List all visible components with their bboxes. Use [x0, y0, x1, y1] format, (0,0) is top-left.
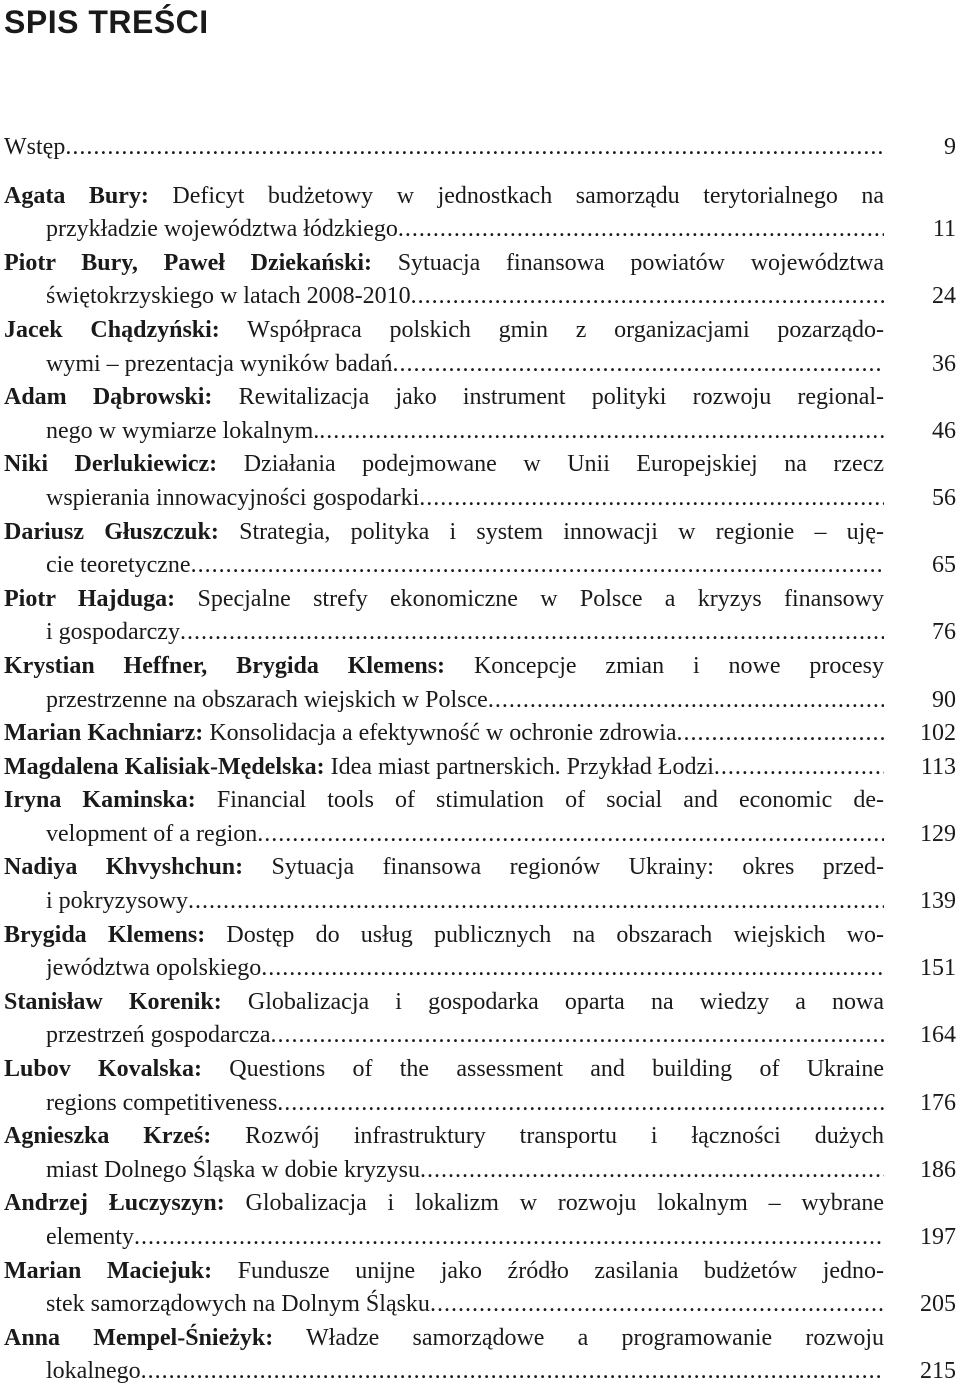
- toc-entry-author: Magdalena Kalisiak-Mędelska:: [4, 753, 325, 780]
- toc-page-number: 9: [944, 134, 956, 160]
- toc-entry-title-continued: regions competitiveness: [46, 1089, 278, 1116]
- toc-entry-author: Iryna Kaminska:: [4, 787, 196, 814]
- toc-entry-title: Financial tools of stimulation of social and economic de-: [216, 787, 884, 814]
- dot-leader: [430, 1288, 884, 1322]
- toc-entry-author: Dariusz Głuszczuk:: [4, 518, 219, 545]
- toc-entry[interactable]: [4, 650, 956, 717]
- toc-entry-author: Adam Dąbrowski:: [4, 384, 213, 411]
- dot-leader: [488, 684, 884, 718]
- dot-leader: [419, 482, 884, 516]
- dot-leader: [319, 415, 884, 449]
- dot-leader: [398, 213, 884, 247]
- toc-entry-author: Jacek Chądzyński:: [4, 316, 220, 343]
- toc-entry-last-line: [46, 684, 884, 718]
- toc-entry-title: Dostęp do usług publicznych na obszarach wiejskich wo-: [226, 921, 884, 948]
- toc-entry-title-continued: miast Dolnego Śląska w dobie kryzysu: [46, 1156, 420, 1183]
- toc-entry-title: Rewitalizacja jako instrument polityki rozwoju regional-: [238, 384, 885, 411]
- toc-page-number: 102: [920, 720, 956, 747]
- toc-entry-author: Piotr Bury, Paweł Dziekański:: [4, 249, 372, 276]
- toc-entry-author: Piotr Hajduga:: [4, 585, 176, 612]
- toc-entry-last-line: [46, 280, 884, 314]
- toc-entry[interactable]: [4, 1053, 956, 1120]
- dot-leader: [188, 885, 884, 919]
- toc-entry-last-line: [46, 1288, 884, 1322]
- toc-page-number: 76: [932, 619, 956, 646]
- toc-entry-title-continued: wymi – prezentacja wyników badań: [46, 350, 393, 377]
- toc-entry-title: Sytuacja finansowa regionów Ukrainy: okres przed-: [271, 854, 884, 881]
- toc-entry-title-continued: i gospodarczy: [46, 619, 180, 646]
- toc-entry-author: Krystian Heffner, Brygida Klemens:: [4, 652, 446, 679]
- toc-entry-author: Stanisław Korenik:: [4, 988, 222, 1015]
- toc-entry-title-continued: velopment of a region: [46, 820, 258, 847]
- toc-entry-intro[interactable]: [4, 131, 956, 165]
- toc-entry[interactable]: [4, 717, 956, 751]
- toc-entry-last-line: [46, 1154, 884, 1188]
- dot-leader: [65, 131, 884, 165]
- toc-entry-first-line: [4, 381, 884, 415]
- dot-leader: [277, 1087, 884, 1121]
- dot-leader: [180, 616, 884, 650]
- toc-entry-first-line: [4, 1120, 884, 1154]
- toc-entry-title-continued: cie teoretyczne: [46, 552, 191, 579]
- toc-entry-title-continued: nego w wymiarze lokalnym.: [46, 417, 320, 444]
- table-of-contents: [4, 131, 956, 1389]
- toc-entry-author: Marian Kachniarz:: [4, 720, 204, 747]
- toc-entry-title-continued: przykładzie województwa łódzkiego: [46, 216, 398, 243]
- dot-leader: [411, 280, 884, 314]
- toc-entry-first-line: [4, 1255, 884, 1289]
- toc-entry-title: Współpraca polskich gmin z organizacjami pozarządo-: [247, 316, 884, 343]
- toc-page-number: 129: [920, 820, 956, 847]
- toc-entry-title-continued: elementy: [46, 1224, 134, 1250]
- toc-entry[interactable]: [4, 851, 956, 918]
- toc-entry-title: Globalizacja i lokalizm w rozwoju lokalnym – wybrane: [245, 1190, 885, 1217]
- toc-entry-title: Koncepcje zmian i nowe procesy: [473, 652, 884, 679]
- toc-page-number: 164: [920, 1022, 956, 1049]
- dot-leader: [271, 1019, 884, 1053]
- toc-entry-first-line: [4, 919, 884, 953]
- toc-entry-title: Działania podejmowane w Unii Europejskiej na rzecz: [243, 451, 885, 478]
- toc-entry-last-line: [46, 952, 884, 986]
- toc-entry-first-line: [4, 650, 884, 684]
- toc-entry-last-line: [46, 616, 884, 650]
- toc-page-number: 215: [920, 1358, 956, 1385]
- toc-entry-last-line: [46, 549, 884, 583]
- toc-page-number: 11: [932, 216, 956, 243]
- toc-entry-title: Strategia, polityka i system innowacji w regionie – uję-: [239, 518, 884, 545]
- toc-entry-title: Deficyt budżetowy w jednostkach samorządu terytorialnego na: [172, 182, 884, 209]
- toc-entry[interactable]: [4, 1120, 956, 1187]
- toc-entry-title: Wstęp: [4, 134, 66, 160]
- toc-entry-title-continued: wspierania innowacyjności gospodarki: [46, 484, 420, 511]
- toc-page-number: 151: [920, 955, 956, 982]
- toc-entry[interactable]: [4, 516, 956, 583]
- toc-page-number: 65: [932, 552, 956, 579]
- toc-entry-title: Idea miast partnerskich. Przykład Łodzi: [330, 753, 714, 780]
- dot-leader: [141, 1355, 884, 1389]
- toc-entry-title: Specjalne strefy ekonomiczne w Polsce a kryzys finansowy: [197, 585, 885, 612]
- toc-entry-first-line: [4, 851, 884, 885]
- toc-entry[interactable]: [4, 1187, 956, 1254]
- toc-entry-first-line: [4, 986, 884, 1020]
- page-title: SPIS TREŚCI: [4, 4, 209, 40]
- toc-entry-title-continued: przestrzeń gospodarcza: [46, 1022, 271, 1049]
- toc-page-number: 205: [920, 1291, 956, 1318]
- toc-entry[interactable]: [4, 986, 956, 1053]
- toc-entry-author: Anna Mempel-Śnieżyk:: [4, 1324, 274, 1351]
- toc-entry-first-line: [4, 1322, 884, 1356]
- toc-entry-last-line: [46, 213, 884, 247]
- toc-entry[interactable]: [4, 784, 956, 851]
- toc-page-number: 36: [932, 350, 956, 377]
- toc-page-number: 46: [932, 417, 956, 444]
- toc-entry-last-line: [46, 482, 884, 516]
- toc-page-number: 197: [920, 1224, 956, 1250]
- toc-entry[interactable]: [4, 583, 956, 650]
- toc-entry-author: Nadiya Khvyshchun:: [4, 854, 244, 881]
- toc-entry-title: Questions of the assessment and building of Ukraine: [229, 1056, 884, 1083]
- toc-entry-last-line: [46, 415, 884, 449]
- toc-entry-author: Agnieszka Krześ:: [4, 1123, 212, 1150]
- toc-entry-last-line: [46, 1087, 884, 1121]
- toc-entry[interactable]: [4, 1255, 956, 1322]
- toc-entry-title-continued: przestrzenne na obszarach wiejskich w Polsce: [46, 686, 488, 713]
- toc-entry[interactable]: [4, 180, 956, 247]
- dot-leader: [420, 1154, 884, 1188]
- toc-entry-first-line: [4, 784, 884, 818]
- dot-leader: [676, 717, 884, 751]
- toc-entry-first-line: [4, 314, 884, 348]
- toc-entry-first-line: [4, 180, 884, 214]
- toc-entry-title-continued: świętokrzyskiego w latach 2008-2010: [46, 283, 411, 310]
- toc-entry[interactable]: [4, 751, 956, 785]
- toc-entry-first-line: [4, 1053, 884, 1087]
- toc-page-number: 24: [932, 283, 956, 310]
- toc-entry-author: Marian Maciejuk:: [4, 1257, 213, 1284]
- toc-entry[interactable]: [4, 448, 956, 515]
- toc-entry-line: [4, 131, 884, 165]
- toc-entry-author: Lubov Kovalska:: [4, 1056, 202, 1083]
- toc-page-number: 186: [920, 1156, 956, 1183]
- dot-leader: [714, 751, 884, 785]
- toc-entry-last-line: [46, 885, 884, 919]
- toc-entry-author: Agata Bury:: [4, 182, 149, 209]
- toc-entry-author: Niki Derlukiewicz:: [4, 451, 218, 478]
- toc-entry-author: Andrzej Łuczyszyn:: [4, 1190, 225, 1217]
- dot-leader: [261, 952, 884, 986]
- toc-entry-author: Brygida Klemens:: [4, 921, 206, 948]
- toc-page-number: 139: [920, 888, 956, 915]
- toc-entry-last-line: [46, 1221, 884, 1255]
- toc-entry-title: Fundusze unijne jako źródło zasilania budżetów jedno-: [237, 1257, 885, 1284]
- dot-leader: [134, 1221, 884, 1255]
- toc-entry-title: Globalizacja i gospodarka oparta na wiedzy a nowa: [247, 988, 884, 1015]
- toc-entry-last-line: [46, 818, 884, 852]
- toc-page-number: 56: [932, 484, 956, 511]
- toc-entry-title-continued: jewództwa opolskiego: [46, 955, 262, 982]
- toc-entry-first-line: [4, 247, 884, 281]
- toc-entry-line: [4, 717, 884, 751]
- toc-entry-title-continued: i pokryzysowy: [46, 888, 188, 915]
- toc-page-number: 113: [920, 753, 956, 780]
- toc-entry-title-continued: lokalnego: [46, 1358, 141, 1385]
- toc-entry-last-line: [46, 1355, 884, 1389]
- toc-entry-first-line: [4, 583, 884, 617]
- toc-entry-title: Rozwój infrastruktury transportu i łączności dużych: [245, 1123, 885, 1150]
- toc-entry-first-line: [4, 1187, 884, 1221]
- toc-entry[interactable]: [4, 1322, 956, 1389]
- toc-entry-last-line: [46, 1019, 884, 1053]
- toc-entry[interactable]: [4, 919, 956, 986]
- toc-entry[interactable]: [4, 247, 956, 314]
- toc-page-number: 90: [932, 686, 956, 713]
- dot-leader: [191, 549, 884, 583]
- toc-entry-first-line: [4, 516, 884, 550]
- dot-leader: [257, 818, 884, 852]
- toc-entry-title: Władze samorządowe a programowanie rozwoju: [306, 1324, 885, 1351]
- dot-leader: [393, 348, 884, 382]
- toc-entry[interactable]: [4, 381, 956, 448]
- toc-page-number: 176: [920, 1089, 956, 1116]
- toc-entry-last-line: [46, 348, 884, 382]
- toc-entry-title: Konsolidacja a efektywność w ochronie zdrowia: [209, 720, 677, 747]
- toc-entry-first-line: [4, 448, 884, 482]
- toc-entry-title: Sytuacja finansowa powiatów województwa: [397, 249, 885, 276]
- toc-entry[interactable]: [4, 314, 956, 381]
- toc-entry-line: [4, 751, 884, 785]
- toc-entry-title-continued: stek samorządowych na Dolnym Śląsku: [46, 1291, 430, 1318]
